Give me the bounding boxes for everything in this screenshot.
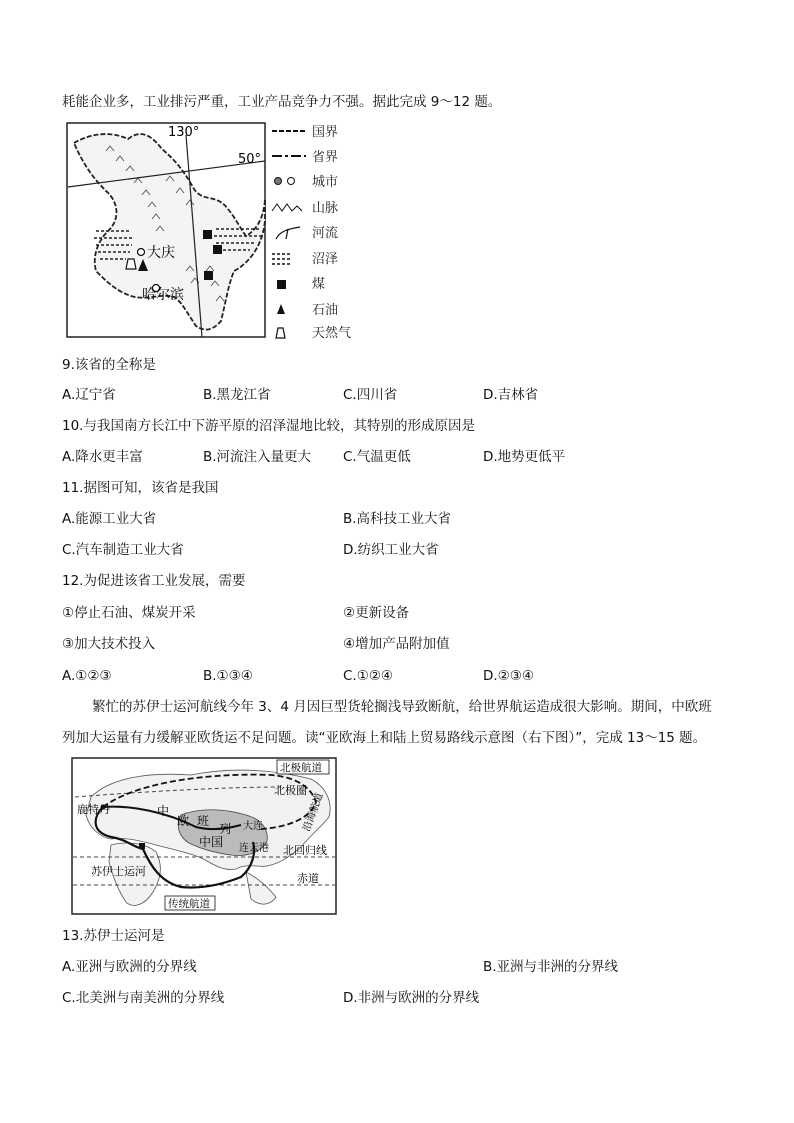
equator-label: 赤道 (297, 872, 319, 885)
q10-option-b[interactable]: B.河流注入量更大 (203, 449, 312, 465)
city-harbin-label: 哈尔滨 (142, 287, 184, 303)
oil-icon (277, 304, 285, 314)
q9-option-c[interactable]: C.四川省 (343, 387, 398, 403)
q12-statement-2: ②更新设备 (343, 605, 410, 621)
railway-char-ou: 欧 (177, 814, 190, 828)
city-daqing-marker (138, 249, 145, 256)
q9-option-b[interactable]: B.黑龙江省 (203, 387, 271, 403)
q13-stem: 13.苏伊士运河是 (62, 928, 165, 944)
legend-oil-label: 石油 (312, 303, 339, 318)
passage2-line1: 繁忙的苏伊士运河航线今年 3、4 月因巨型货轮搁浅导致断航，给世界航运造成很大影响。期间，中欧班 (92, 699, 712, 715)
arctic-circle-label: 北极圈 (274, 784, 307, 797)
suez-label: 苏伊士运河 (91, 865, 146, 878)
q12-statement-1: ①停止石油、煤炭开采 (62, 605, 196, 621)
map-legend (272, 125, 351, 341)
sea-route-label: 沿海航道 (301, 791, 326, 834)
q12-option-c[interactable]: C.①②④ (343, 668, 394, 684)
legend-gas-label: 天然气 (312, 326, 352, 341)
q11-option-d[interactable]: D.纺织工业大省 (343, 542, 439, 558)
lianyungang-label: 连云港 (239, 843, 269, 854)
q10-stem: 10.与我国南方长江中下游平原的沼泽湿地比较，其特别的形成原因是 (62, 418, 475, 434)
trade-route-map (71, 757, 337, 915)
coal-icon (277, 280, 286, 289)
latitude-label: 50° (238, 152, 262, 167)
q10-option-d[interactable]: D.地势更低平 (483, 449, 566, 465)
china-label: 中国 (199, 835, 224, 849)
railway-char-zhong: 中 (157, 804, 170, 818)
q10-option-c[interactable]: C.气温更低 (343, 449, 411, 465)
city-icon (275, 178, 295, 185)
q12-statement-4: ④增加产品附加值 (343, 636, 450, 652)
q12-statement-3: ③加大技术投入 (62, 636, 156, 652)
railway-char-lie: 列 (219, 822, 232, 836)
q12-option-d[interactable]: D.②③④ (483, 668, 534, 684)
q13-option-d[interactable]: D.非洲与欧洲的分界线 (343, 990, 480, 1006)
q11-option-a[interactable]: A.能源工业大省 (62, 511, 157, 527)
tropic-label: 北回归线 (283, 844, 327, 857)
q13-option-c[interactable]: C.北美洲与南美洲的分界线 (62, 990, 225, 1006)
rotterdam-label: 鹿特丹 (77, 803, 110, 816)
legend-border-label: 国界 (312, 125, 339, 140)
city-daqing-label: 大庆 (147, 245, 175, 261)
q13-option-b[interactable]: B.亚洲与非洲的分界线 (483, 959, 619, 975)
q10-option-a[interactable]: A.降水更丰富 (62, 449, 143, 465)
swamp-icon (272, 254, 292, 264)
legend-river-label: 河流 (312, 226, 339, 241)
q13-option-a[interactable]: A.亚洲与欧洲的分界线 (62, 959, 197, 975)
legend-coal-label: 煤 (312, 277, 326, 292)
north-route-label: 北极航道 (280, 762, 322, 774)
province-map (66, 121, 368, 343)
dalian-label: 大连 (243, 821, 263, 832)
q11-stem: 11.据图可知，该省是我国 (62, 480, 219, 496)
river-icon (276, 227, 300, 239)
q12-option-b[interactable]: B.①③④ (203, 668, 253, 684)
q9-option-a[interactable]: A.辽宁省 (62, 387, 116, 403)
q12-stem: 12.为促进该省工业发展，需要 (62, 573, 246, 589)
legend-swamp-label: 沼泽 (312, 252, 339, 267)
longitude-label: 130° (168, 125, 200, 140)
gas-marker (126, 259, 136, 269)
q11-option-b[interactable]: B.高科技工业大省 (343, 511, 452, 527)
coal-marker (213, 245, 222, 254)
legend-province-label: 省界 (312, 150, 339, 165)
gas-icon (276, 328, 285, 338)
mountain-icon (272, 204, 302, 211)
coal-marker (204, 271, 213, 280)
q12-option-a[interactable]: A.①②③ (62, 668, 112, 684)
intro-text: 耗能企业多，工业排污严重，工业产品竞争力不强。据此完成 9～12 题。 (62, 94, 502, 110)
railway-char-ban: 班 (197, 814, 210, 828)
passage2-line2: 列加大运量有力缓解亚欧货运不足问题。读“亚欧海上和陆上贸易路线示意图（右下图）”，完成 13～15 题。 (62, 730, 707, 746)
q9-option-d[interactable]: D.吉林省 (483, 387, 539, 403)
coal-marker (203, 230, 212, 239)
q11-option-c[interactable]: C.汽车制造工业大省 (62, 542, 184, 558)
legend-mountain-label: 山脉 (312, 201, 339, 216)
traditional-route-label: 传统航道 (168, 898, 210, 910)
legend-city-label: 城市 (312, 175, 339, 190)
q9-stem: 9.该省的全称是 (62, 357, 156, 373)
suez-marker (139, 843, 145, 849)
